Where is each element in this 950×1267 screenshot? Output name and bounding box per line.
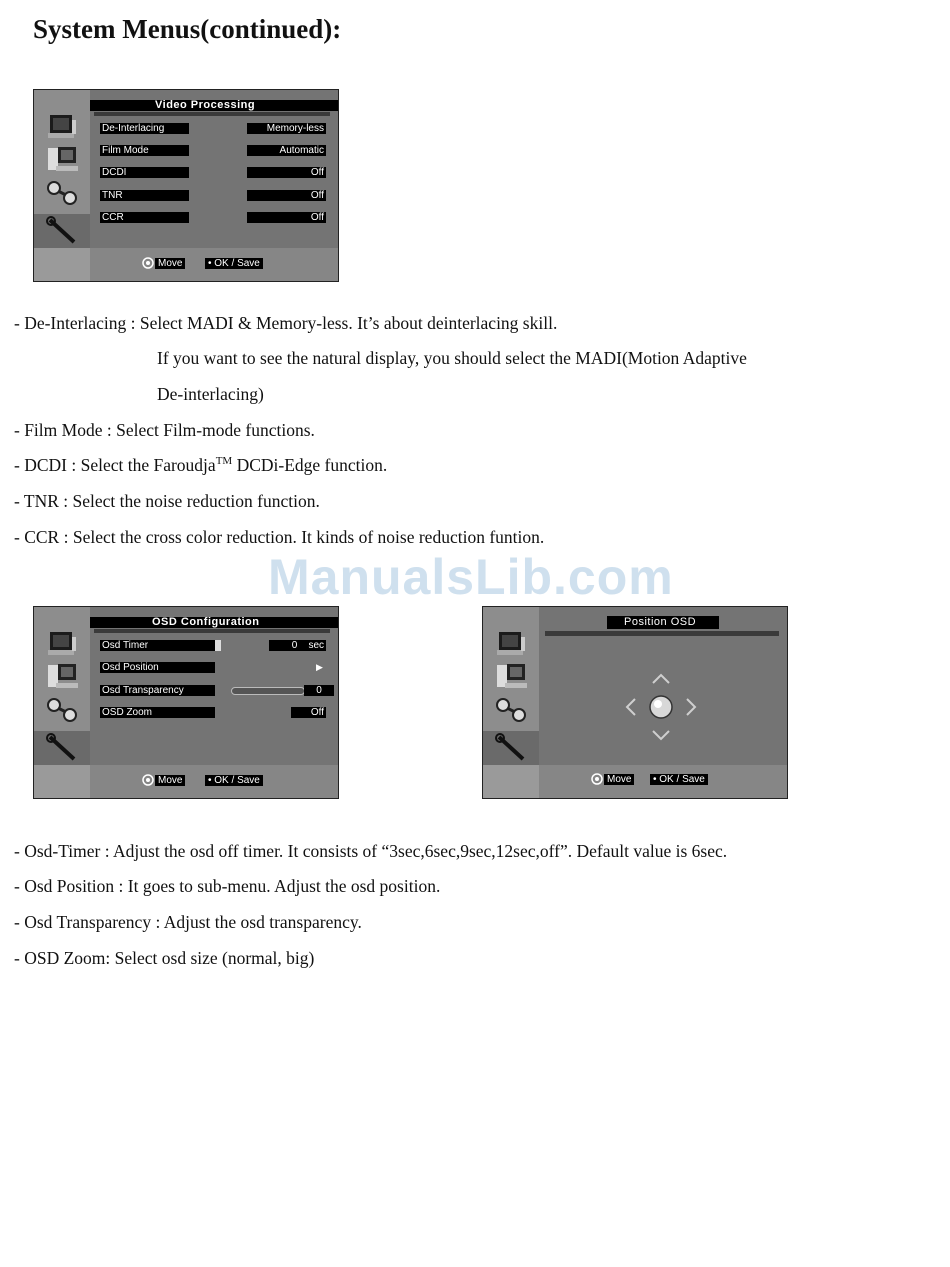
osd-timer-number: 0 [291,640,298,651]
film-mode-label[interactable]: Film Mode [100,145,189,156]
osd-zoom-value[interactable]: Off [291,707,326,718]
footer-ok-save: • OK / Save [205,775,263,786]
ccr-value[interactable]: Off [247,212,326,223]
osd-position-arrow[interactable]: ▶ [316,662,323,672]
menu-tab-band [483,765,539,798]
desc-dcdi-text-b: DCDi-Edge function. [232,455,388,475]
computer-icon[interactable] [44,144,80,174]
osd-timer-value[interactable] [269,640,326,651]
watermark: ManualsLib.com [268,549,674,605]
video-processing-osd [33,89,339,282]
de-interlacing-value[interactable]: Memory-less [247,123,326,134]
desc-de-interlacing-cont2: De-interlacing) [157,384,264,404]
ccr-label[interactable]: CCR [100,212,189,223]
footer-move: Move [604,774,634,785]
desc-dcdi-text-a: - DCDI : Select the Faroudja [14,455,216,475]
wrench-icon[interactable] [44,733,80,763]
osd-title: Video Processing [155,99,256,111]
osd-transparency-value[interactable]: 0 [304,685,334,696]
move-dpad-icon [591,773,603,785]
footer-ok-save: • OK / Save [650,774,708,785]
osd-transparency-slider[interactable] [231,687,305,695]
move-dpad-icon [142,774,154,786]
film-mode-value[interactable]: Automatic [247,145,326,156]
dcdi-label[interactable]: DCDI [100,167,189,178]
osd-title: Position OSD [624,616,697,628]
footer-ok-save: • OK / Save [205,258,263,269]
osd-title: OSD Configuration [152,616,260,628]
position-dpad-icon[interactable] [623,671,699,743]
cable-icon[interactable] [44,178,80,208]
page-title: System Menus(continued): [33,14,342,44]
osd-timer-label[interactable]: Osd Timer [100,640,221,651]
osd-zoom-label[interactable]: OSD Zoom [100,707,215,718]
desc-osd-timer: - Osd-Timer : Adjust the osd off timer. It consists of “3sec,6sec,9sec,12sec,off”. Default value is 6sec. [14,841,728,861]
desc-film-mode: - Film Mode : Select Film-mode functions. [14,420,315,440]
tv-icon[interactable] [493,629,529,659]
desc-de-interlacing: - De-Interlacing : Select MADI & Memory-less. It’s about deinterlacing skill. [14,313,558,333]
desc-dcdi [14,454,387,476]
tnr-label[interactable]: TNR [100,190,189,201]
tv-icon[interactable] [44,629,80,659]
desc-de-interlacing-cont1: If you want to see the natural display, you should select the MADI(Motion Adaptive [157,348,747,368]
cable-icon[interactable] [44,695,80,725]
de-interlacing-label[interactable]: De-Interlacing [100,123,189,134]
wrench-icon[interactable] [44,216,80,246]
desc-ccr: - CCR : Select the cross color reduction. It kinds of noise reduction funtion. [14,527,545,547]
computer-icon[interactable] [493,661,529,691]
osd-position-label[interactable]: Osd Position [100,662,215,673]
footer-move: Move [155,775,185,786]
desc-osd-zoom: - OSD Zoom: Select osd size (normal, big) [14,948,315,968]
computer-icon[interactable] [44,661,80,691]
desc-osd-position: - Osd Position : It goes to sub-menu. Adjust the osd position. [14,876,441,896]
osd-timer-unit: sec [308,640,324,651]
desc-tnr: - TNR : Select the noise reduction function. [14,491,320,511]
position-osd [482,606,788,799]
desc-osd-transparency: - Osd Transparency : Adjust the osd transparency. [14,912,362,932]
title-underline [94,112,330,116]
footer-move: Move [155,258,185,269]
osd-transparency-label[interactable]: Osd Transparency [100,685,215,696]
menu-tab-band [34,765,90,798]
wrench-icon[interactable] [493,733,529,763]
dcdi-value[interactable]: Off [247,167,326,178]
trademark-mark: TM [215,455,233,468]
tnr-value[interactable]: Off [247,190,326,201]
osd-configuration-osd [33,606,339,799]
cable-icon[interactable] [493,695,529,725]
move-dpad-icon [142,257,154,269]
tv-icon[interactable] [44,112,80,142]
menu-tab-band [34,248,90,281]
title-underline [94,629,330,633]
title-underline [545,631,779,636]
